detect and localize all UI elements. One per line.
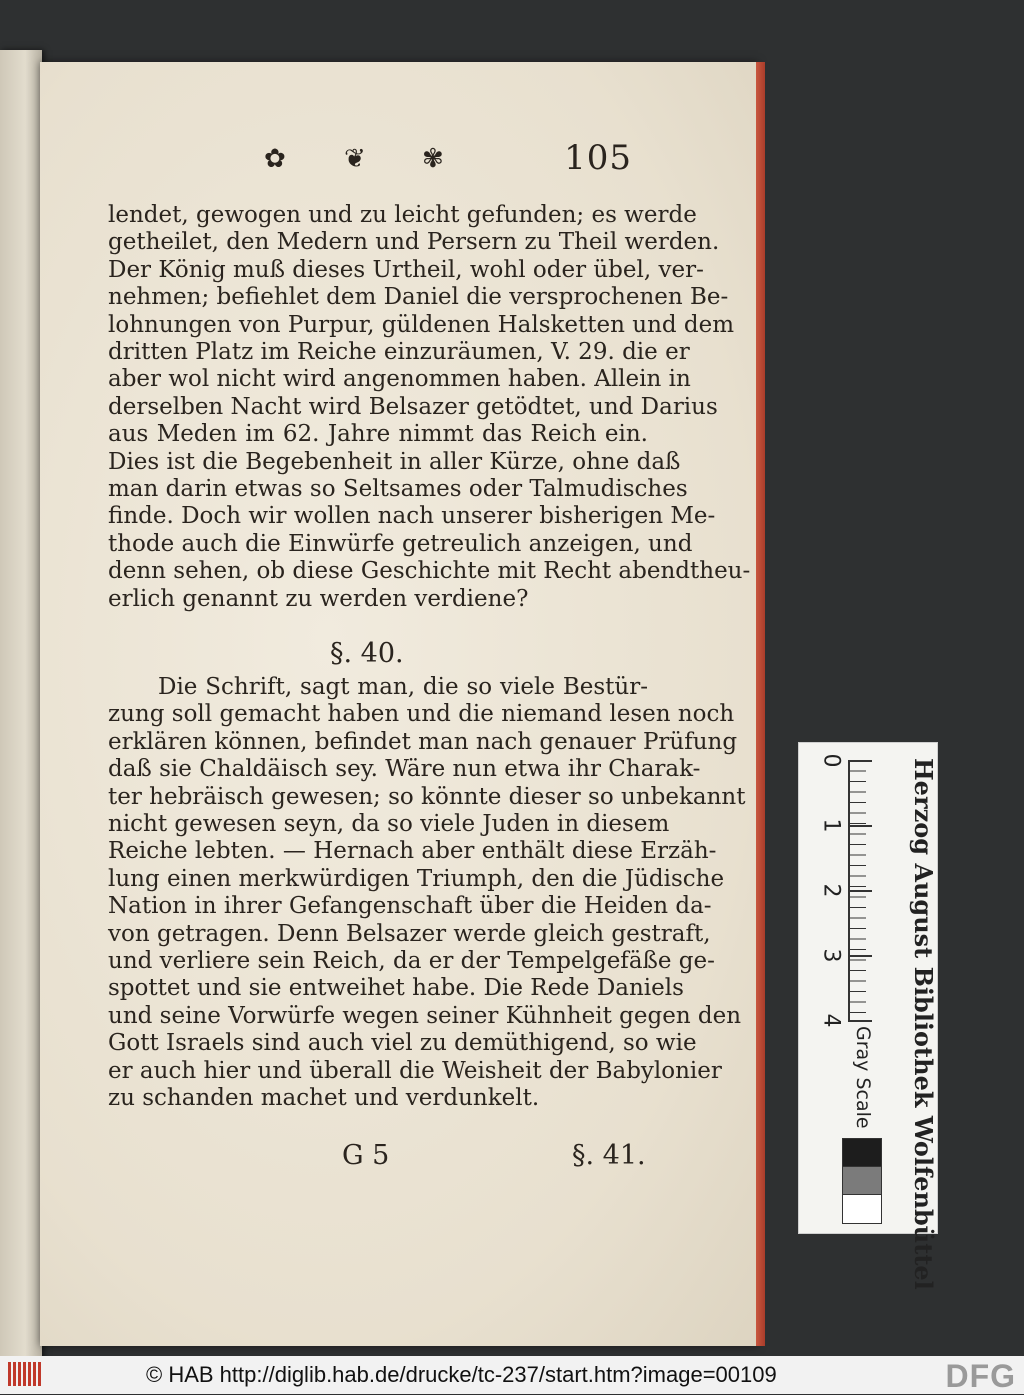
page-red-edge bbox=[756, 62, 765, 1346]
dfg-logo: DFG bbox=[945, 1358, 1016, 1394]
text-line: Die Schrift, sagt man, die so viele Bestür- bbox=[158, 674, 648, 700]
text-line: getheilet, den Medern und Persern zu Theil werden. bbox=[108, 229, 720, 256]
copyright-link[interactable]: © HAB http://diglib.hab.de/drucke/tc-237/start.htm?image=00109 bbox=[146, 1362, 777, 1387]
signature-mark: G 5 bbox=[342, 1140, 390, 1171]
text-line: Reiche lebten. — Hernach aber enthält diese Erzäh- bbox=[108, 838, 717, 865]
section-heading: §. 40. bbox=[330, 638, 404, 669]
text-line: und verliere sein Reich, da er der Tempelgefäße ge- bbox=[108, 948, 715, 975]
text-line: finde. Doch wir wollen nach unserer bisherigen Me- bbox=[108, 503, 716, 530]
page-header bbox=[262, 138, 632, 178]
text-line: erlich genannt zu werden verdiene? bbox=[108, 585, 529, 612]
ornament-left-icon: ✿ bbox=[264, 144, 286, 174]
gray-swatch-mid bbox=[842, 1166, 882, 1196]
paragraph-2 bbox=[108, 674, 746, 1113]
ruler-major-tick bbox=[848, 1020, 872, 1022]
ornament-right-icon: ✾ bbox=[422, 144, 444, 174]
hab-logo-icon bbox=[8, 1362, 42, 1386]
text-line: lendet, gewogen und zu leicht gefunden; es werde bbox=[108, 202, 697, 228]
text-line: thode auch die Einwürfe getreulich anzeigen, und bbox=[108, 530, 693, 557]
text-line: denn sehen, ob diese Geschichte mit Recht abendtheu- bbox=[108, 558, 751, 585]
ruler-major-tick bbox=[848, 760, 872, 762]
text-line: zu schanden machet und verdunkelt. bbox=[108, 1085, 540, 1112]
ruler-number: 2 bbox=[818, 883, 844, 898]
text-line: Der König muß dieses Urtheil, wohl oder übel, ver- bbox=[108, 256, 704, 283]
text-line: spottet und sie entweihet habe. Die Rede Daniels bbox=[108, 975, 684, 1002]
text-line: nehmen; befiehlet dem Daniel die versprochenen Be- bbox=[108, 284, 729, 311]
text-line: und seine Vorwürfe wegen seiner Kühnheit gegen den bbox=[108, 1002, 742, 1029]
previous-page-edge bbox=[0, 50, 42, 1365]
text-line: aus Meden im 62. Jahre nimmt das Reich ein. bbox=[108, 421, 648, 448]
text-line: dritten Platz im Reiche einzuräumen, V. 29. die er bbox=[108, 339, 690, 366]
text-line: daß sie Chaldäisch sey. Wäre nun etwa ihr Charak- bbox=[108, 756, 701, 783]
gray-scale-label: Gray Scale bbox=[852, 1026, 874, 1129]
ruler-number: 1 bbox=[818, 818, 844, 833]
text-line: Nation in ihrer Gefangenschaft über die Heiden da- bbox=[108, 893, 712, 920]
gray-swatch-white bbox=[842, 1194, 882, 1224]
text-line: nicht gewesen seyn, da so viele Juden in diesem bbox=[108, 811, 670, 838]
paragraph-1 bbox=[108, 202, 751, 613]
ruler-number: 4 bbox=[818, 1013, 844, 1028]
ruler-major-tick bbox=[848, 955, 872, 957]
ruler-title: Herzog August Bibliothek Wolfenbüttel bbox=[909, 758, 938, 1290]
ornament-mid-icon: ❦ bbox=[344, 144, 366, 174]
ruler-number: 3 bbox=[818, 948, 844, 963]
ruler-number: 0 bbox=[818, 753, 844, 768]
text-line: Dies ist die Begebenheit in aller Kürze, ohne daß bbox=[108, 448, 681, 475]
page-number: 105 bbox=[564, 138, 632, 178]
text-line: aber wol nicht wird angenommen haben. Allein in bbox=[108, 366, 691, 393]
text-line: zung soll gemacht haben und die niemand lesen noch bbox=[108, 701, 735, 728]
text-line: von getragen. Denn Belsazer werde gleich gestraft, bbox=[108, 920, 711, 947]
text-line: erklären können, befindet man nach genauer Prüfung bbox=[108, 728, 738, 755]
footer-bar bbox=[0, 1356, 1024, 1394]
gray-swatch-dark bbox=[842, 1138, 882, 1168]
text-line: Gott Israels sind auch viel zu demüthigend, so wie bbox=[108, 1030, 697, 1057]
catchword: §. 41. bbox=[572, 1140, 646, 1171]
text-line: ter hebräisch gewesen; so könnte dieser so unbekannt bbox=[108, 783, 746, 810]
text-line: lung einen merkwürdigen Triumph, den die Jüdische bbox=[108, 865, 725, 892]
text-line: man darin etwas so Seltsames oder Talmudisches bbox=[108, 476, 688, 503]
text-line: derselben Nacht wird Belsazer getödtet, und Darius bbox=[108, 393, 718, 420]
ruler-major-tick bbox=[848, 825, 872, 827]
ruler-major-tick bbox=[848, 890, 872, 892]
text-line: er auch hier und überall die Weisheit der Babylonier bbox=[108, 1057, 722, 1084]
text-line: lohnungen von Purpur, güldenen Halsketten und dem bbox=[108, 311, 735, 338]
